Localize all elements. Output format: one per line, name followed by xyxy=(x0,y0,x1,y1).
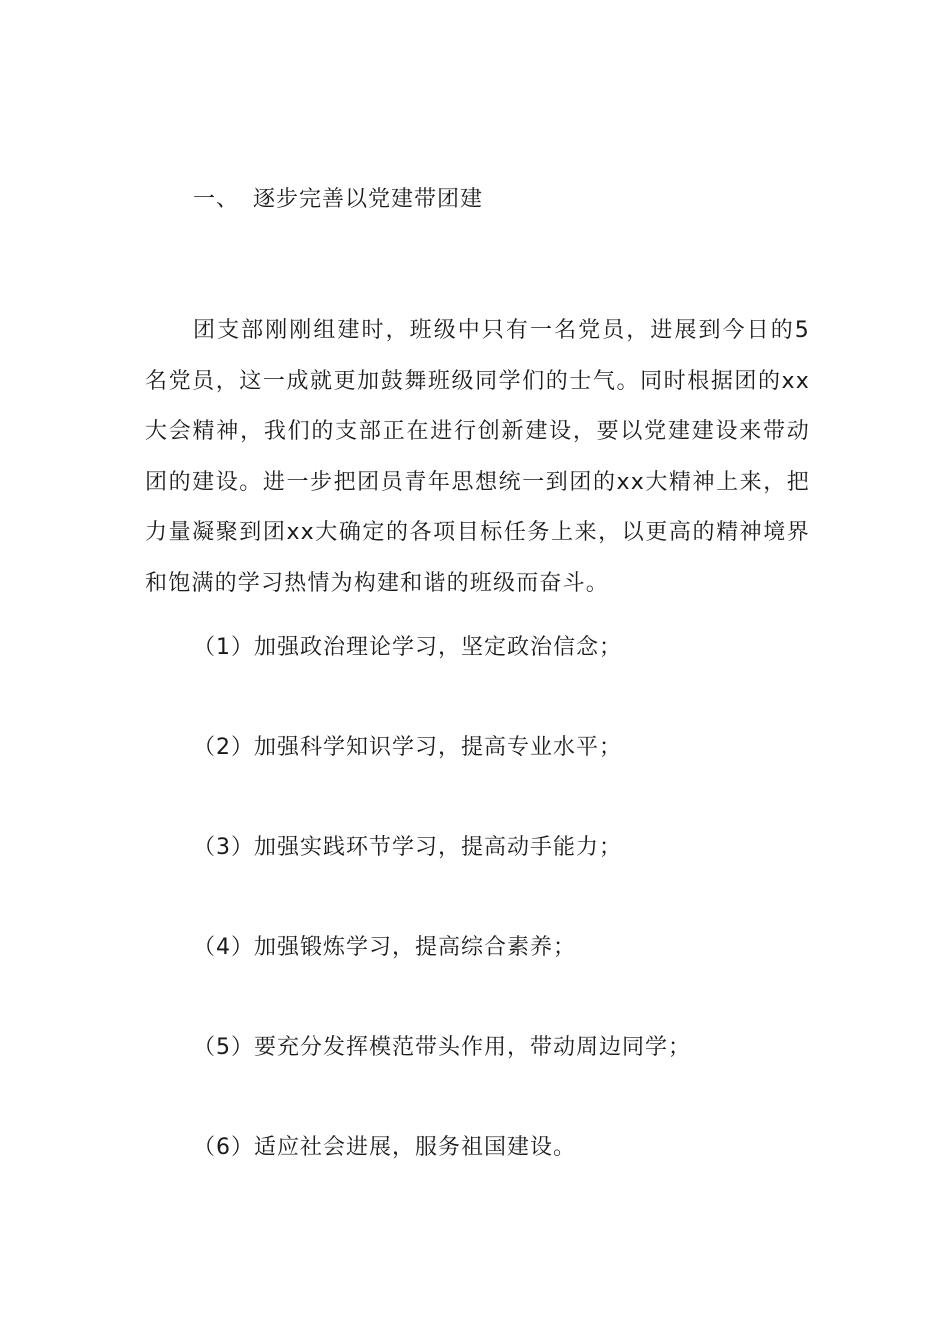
list-item: （5）要充分发挥模范带头作用，带动周边同学； xyxy=(193,1035,691,1060)
section-title: 逐步完善以党建带团建 xyxy=(253,187,484,212)
body-paragraph: 团支部刚刚组建时，班级中只有一名党员，进展到今日的5名党员，这一成就更加鼓舞班级同学们的士气。同时根据团的xx大会精神，我们的支部正在进行创新建设，要以党建建设来带动团的建设。进一步把团员青年思想统一到团的xx大精神上来，把力量凝聚到团xx大确定的各项目标任务上来，以更高的精神境界和饱满的学习热情为构建和谐的班级而奋斗。 xyxy=(145,318,810,596)
section-heading xyxy=(193,184,483,216)
list-item: （2）加强科学知识学习，提高专业水平； xyxy=(193,735,622,760)
list-item: （4）加强锻炼学习，提高综合素养； xyxy=(193,935,576,960)
measures-list xyxy=(193,632,691,1232)
list-item: （3）加强实践环节学习，提高动手能力； xyxy=(193,835,622,860)
list-item: （1）加强政治理论学习，坚定政治信念； xyxy=(193,635,622,660)
list-item: （6）适应社会进展，服务祖国建设。 xyxy=(193,1135,576,1160)
section-number: 一、 xyxy=(193,187,240,212)
